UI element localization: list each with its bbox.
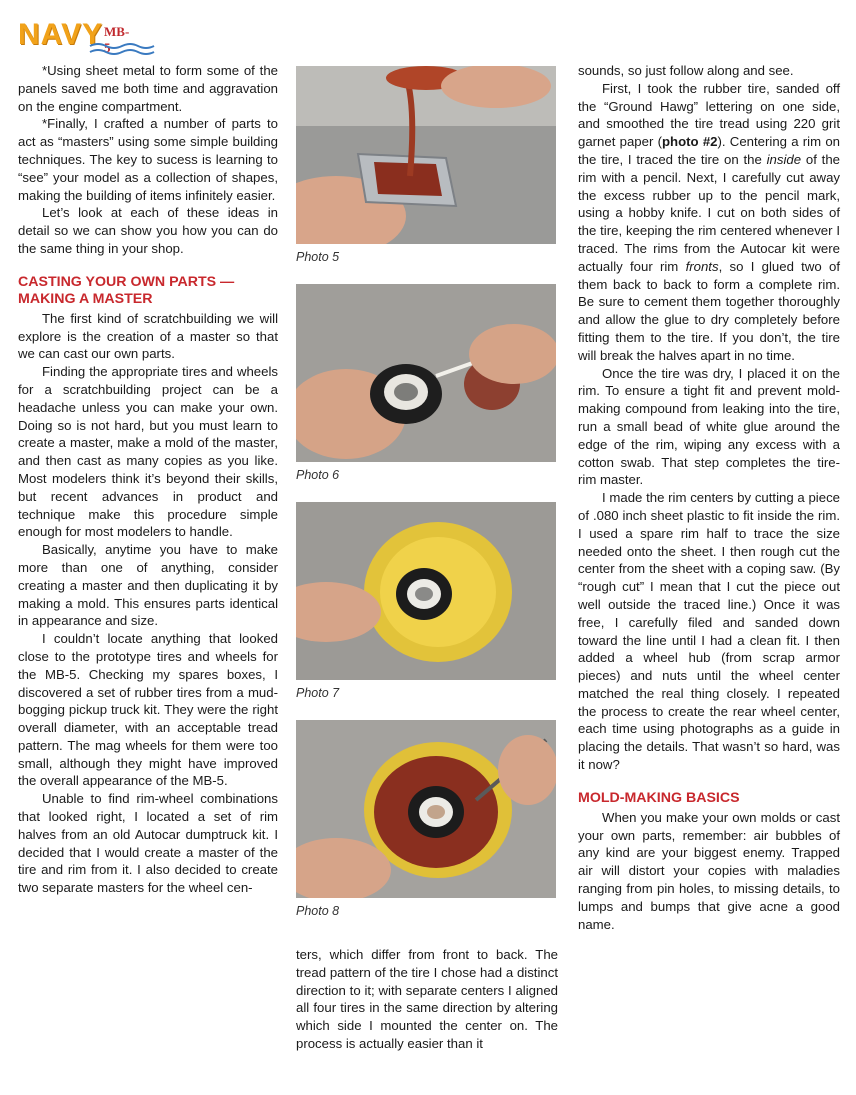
- paragraph: Unable to find rim-wheel combinations that looked right, I located a set of rim halves from an old Autocar dumptruck kit. I decided that I would create a master of the tire and rim from it. I also decided to create two separate masters for the wheel cen-: [18, 791, 278, 896]
- photo-6-image: [296, 284, 556, 462]
- logo-mb5-text: MB-5: [104, 24, 130, 55]
- photo-5: [296, 66, 556, 264]
- paragraph: Finding the appropriate tires and wheels for a scratchbuilding project can be a headache unless you can make your own. Doing so is not hard, but you must learn to create a master, make a mold of the master, and then cast as many copies as you like. Most modelers think it’s beyond their skills, but recent advances in product and technique make this procedure simple enough for most modelers to handle.: [18, 364, 278, 540]
- photo-caption: Photo 6: [296, 468, 340, 482]
- photo-5-image: [296, 66, 556, 244]
- photo-caption: Photo 8: [296, 904, 340, 918]
- left-column: [18, 62, 278, 897]
- paragraph: I made the rim centers by cutting a piece of .080 inch sheet plastic to fit inside the rim. I used a spare rim half to trace the size needed onto the sheet. I then rough cut the center from the sheet with a coping saw. (By “rough cut” I mean that I cut the piece out well outside the traced line.) Once it was free, I carefully filed and sanded down toward the line until I had a clean fit. I then added a wheel hub (from scrap armor pieces) and nuts until the wheel center matched the real thing closely. I repeated the process to create the rear wheel center, each time using photographs as a guide in placing the details. That wasn’t so hard, was it now?: [578, 490, 840, 773]
- paragraph: *Using sheet metal to form some of the panels saved me both time and aggravation on the engine compartment.: [18, 63, 278, 114]
- photo-7: [296, 502, 556, 700]
- photo-caption: Photo 5: [296, 250, 340, 264]
- paragraph: I couldn’t locate anything that looked close to the prototype tires and wheels for the MB-5. Checking my spares boxes, I discovered a set of rubber tires from a mud-bogging pickup truck kit. They were the right overall diameter, with an acceptable tread pattern. The mag wheels for them were too small, although they might have improved the overall appearance of the MB-5.: [18, 631, 278, 789]
- section-heading-casting: CASTING YOUR OWN PARTS — MAKING A MASTER: [18, 273, 235, 307]
- photo-6: [296, 284, 556, 482]
- logo-waves-icon: [88, 42, 158, 56]
- photo-reference: photo #2: [661, 134, 718, 150]
- paragraph: Let’s look at each of these ideas in detail so we can show you how you can do the same thing in your shop.: [18, 205, 278, 256]
- paragraph: Once the tire was dry, I placed it on the rim. To ensure a tight fit and prevent mold-making compound from leaking into the tire, run a small bead of white glue around the edge of the rim, wiping any excess with a cotton swab. That step completes the tire-rim master.: [578, 365, 840, 488]
- photo-8-image: [296, 720, 556, 898]
- paragraph: *Finally, I crafted a number of parts to act as “masters” using some simple building techniques. The key to sucess is learning to “see” your model as a collection of shapes, making the building of items infinitely easier.: [18, 116, 278, 203]
- photo-7-image: [296, 502, 556, 680]
- paragraph: The first kind of scratchbuilding we will explore is the creation of a master so that we can cast our own parts.: [18, 310, 278, 362]
- photo-caption: Photo 7: [296, 686, 340, 700]
- section-heading-mold-making: MOLD-MAKING BASICS: [578, 789, 740, 806]
- paragraph: ters, which differ from front to back. The tread pattern of the tire I chose had a distinct direction to it; with separate centers I aligned all four tires in the same direction by altering which side I mounted the center on. The process is actually easier than it: [296, 947, 558, 1051]
- right-column: [578, 62, 840, 933]
- paragraph: Basically, anytime you have to make more than one of anything, consider creating a master and then duplicating it by making a mold. This ensures parts identical in appearance and size.: [18, 542, 278, 629]
- paragraph: sounds, so just follow along and see.: [578, 63, 794, 78]
- photo-8: [296, 720, 556, 918]
- paragraph: First, I took the rubber tire, sanded off the “Ground Hawg” lettering on one side, and smoothed the tire tread using 220 grit garnet paper (photo #2). Centering a rim on the tire, I traced the tire on the inside of the rim with a pencil. Next, I carefully cut away the excess rubber up to the pencil mark, using a hobby knife. I cut on both sides of the tire, keeping the rim centered whenever I traced. The rims from the Autocar kit were actually four rim fronts, so I glued two of them back to back to form a complete rim. Be sure to cement them together thoroughly and allow the glue to dry completely before fitting them to the tire. If you don’t, the tire will break the halves apart in no time.: [578, 80, 841, 363]
- logo-navy-text: NAVY: [18, 18, 104, 51]
- middle-column: [296, 946, 558, 1053]
- paragraph: When you make your own molds or cast your own parts, remember: air bubbles of any kind are your biggest enemy. Trapped air will distort your copies with maladies ranging from pin holes, to missing details, to lumps and bumps that give acne a good name.: [578, 809, 840, 932]
